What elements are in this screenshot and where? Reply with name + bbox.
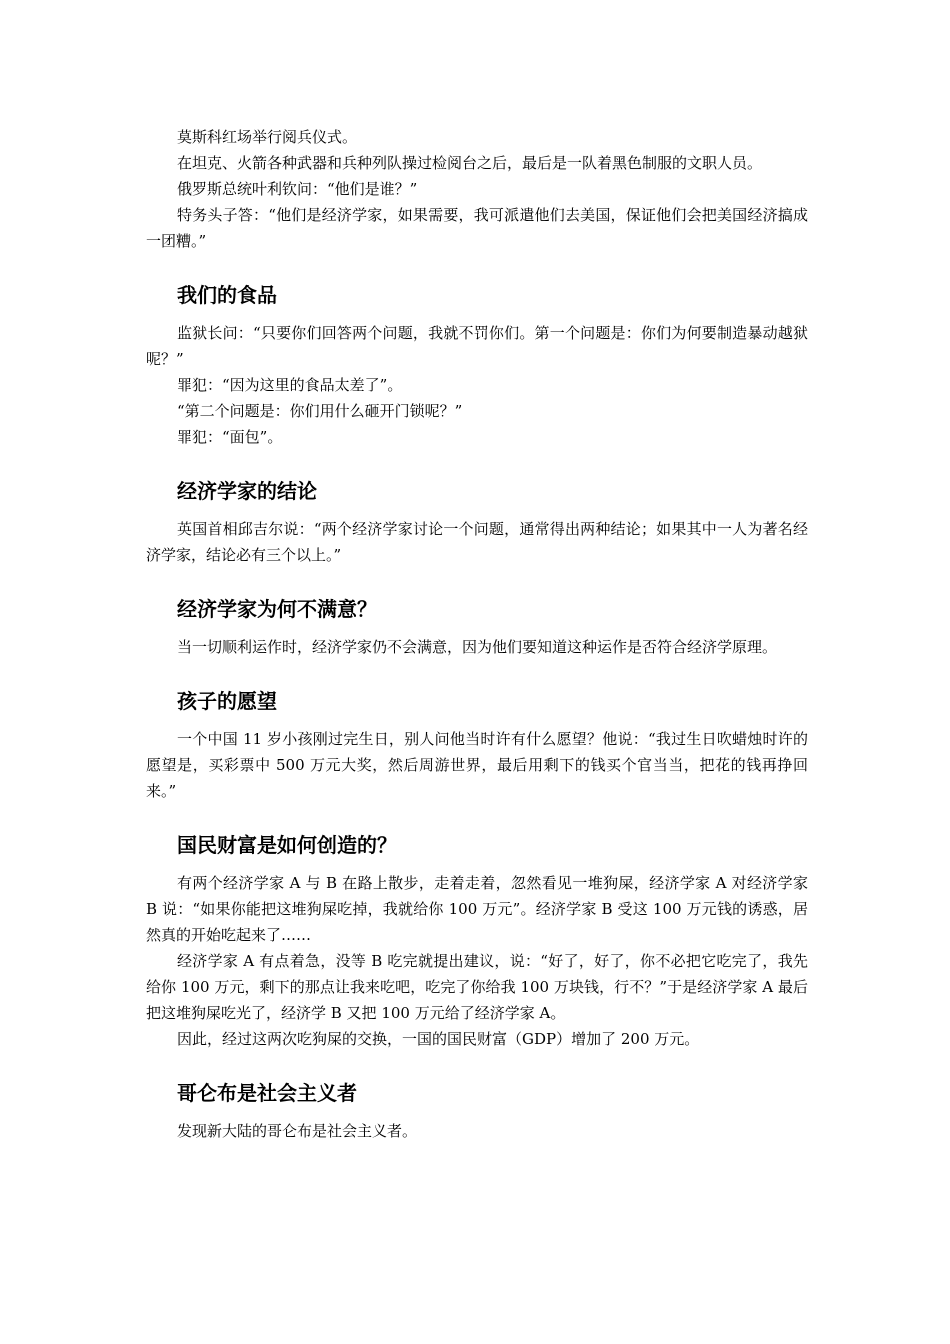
paragraph: 罪犯：“因为这里的食品太差了”。 bbox=[177, 376, 403, 394]
paragraph: 因此，经过这两次吃狗屎的交换，一国的国民财富（GDP）增加了 200 万元。 bbox=[177, 1030, 700, 1048]
paragraph: 经济学家 A 有点着急，没等 B 吃完就提出建议，说：“好了，好了，你不必把它吃完了，我先给你 100 万元，剩下的那点让我来吃吧，吃完了你给我 100 万块钱，行不？”于是经济学家 A 最后把这堆狗屎吃光了，经济学 B 又把 100 万元给了经济学家 A。 bbox=[146, 952, 808, 1022]
paragraph: 监狱长问：“只要你们回答两个问题，我就不罚你们。第一个问题是：你们为何要制造暴动越狱呢？” bbox=[146, 324, 808, 368]
paragraph: “第二个问题是：你们用什么砸开门锁呢？” bbox=[177, 402, 463, 420]
intro-section bbox=[146, 124, 808, 254]
section-heading: 孩子的愿望 bbox=[177, 689, 277, 713]
section-columbus bbox=[146, 1052, 808, 1144]
section-heading: 经济学家的结论 bbox=[177, 479, 317, 503]
section-heading: 哥仑布是社会主义者 bbox=[177, 1081, 357, 1105]
paragraph: 英国首相邱吉尔说：“两个经济学家讨论一个问题，通常得出两种结论；如果其中一人为著名经济学家，结论必有三个以上。” bbox=[146, 520, 808, 564]
paragraph: 俄罗斯总统叶利钦问：“他们是谁？” bbox=[177, 180, 418, 198]
paragraph: 罪犯：“面包”。 bbox=[177, 428, 283, 446]
paragraph: 在坦克、火箭各种武器和兵种列队操过检阅台之后，最后是一队着黑色制服的文职人员。 bbox=[177, 154, 763, 172]
section-heading: 国民财富是如何创造的？ bbox=[177, 833, 397, 857]
paragraph: 有两个经济学家 A 与 B 在路上散步，走着走着，忽然看见一堆狗屎，经济学家 A 对经济学家 B 说：“如果你能把这堆狗屎吃掉，我就给你 100 万元”。经济学家 B 受这 100 万元钱的诱惑，居然真的开始吃起来了…… bbox=[146, 874, 808, 944]
section-economist-unsatisfied bbox=[146, 568, 808, 660]
section-economist-conclusion bbox=[146, 450, 808, 568]
paragraph: 一个中国 11 岁小孩刚过完生日，别人问他当时许有什么愿望？他说：“我过生日吹蜡烛时许的愿望是，买彩票中 500 万元大奖，然后周游世界，最后用剩下的钱买个官当当，把花的钱再挣回来。” bbox=[146, 730, 808, 800]
section-heading: 我们的食品 bbox=[177, 283, 277, 307]
paragraph: 发现新大陆的哥仑布是社会主义者。 bbox=[177, 1122, 418, 1140]
paragraph: 特务头子答：“他们是经济学家，如果需要，我可派遣他们去美国，保证他们会把美国经济搞成一团糟。” bbox=[146, 206, 808, 250]
document-page bbox=[146, 124, 808, 1144]
section-our-food bbox=[146, 254, 808, 450]
section-heading: 经济学家为何不满意？ bbox=[177, 597, 377, 621]
section-child-wish bbox=[146, 660, 808, 804]
paragraph: 当一切顺利运作时，经济学家仍不会满意，因为他们要知道这种运作是否符合经济学原理。 bbox=[177, 638, 778, 656]
paragraph: 莫斯科红场举行阅兵仪式。 bbox=[177, 128, 358, 146]
section-national-wealth bbox=[146, 804, 808, 1052]
